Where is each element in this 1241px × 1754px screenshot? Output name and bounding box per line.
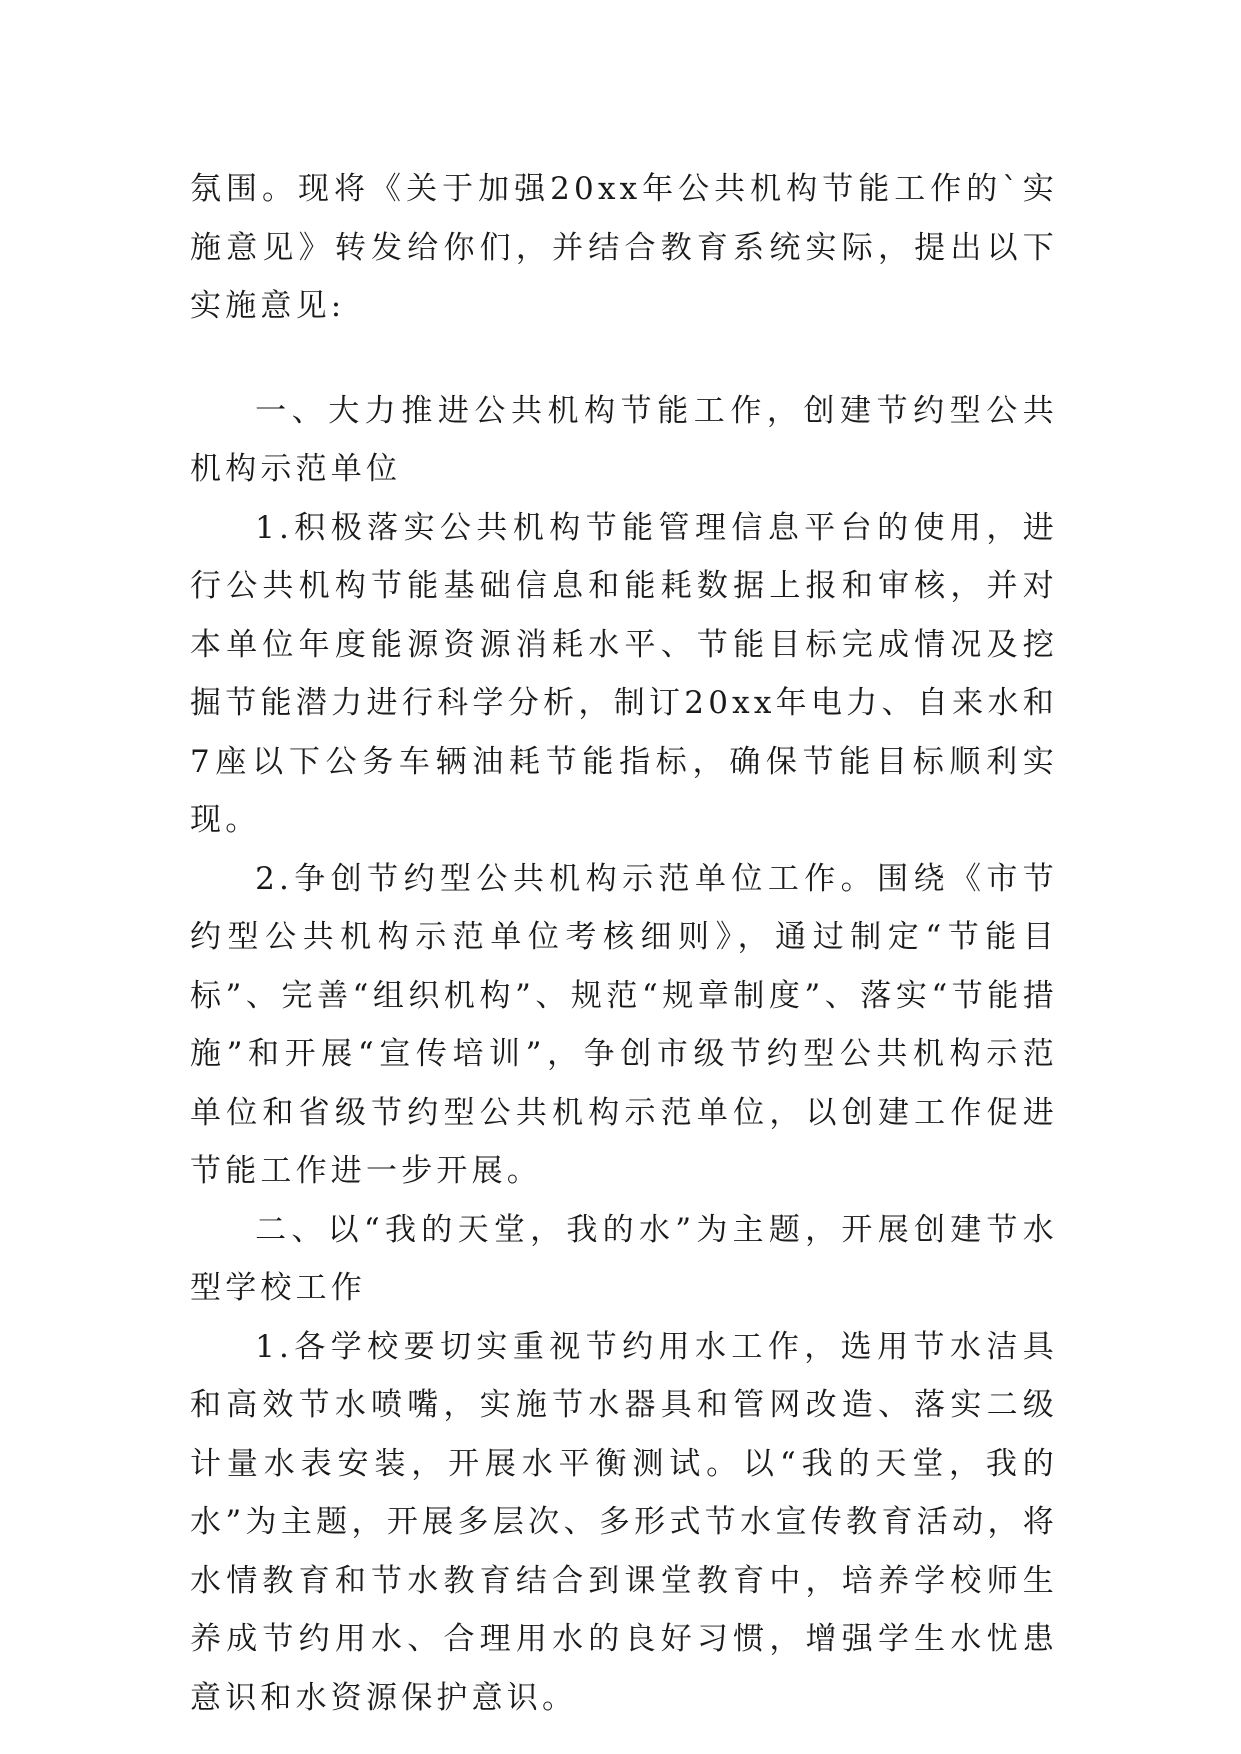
section-2-heading: 二、以“我的天堂，我的水”为主题，开展创建节水型学校工作 — [190, 1211, 1058, 1306]
section-1-item-2: 2.争创节约型公共机构示范单位工作。围绕《市节约型公共机构示范单位考核细则》，通过制定“节能目标”、完善“组织机构”、规范“规章制度”、落实“节能措施”和开展“宣传培训”，争创市级节约型公共机构示范单位和省级节约型公共机构示范单位，以创建工作促进节能工作进一步开展。 — [190, 860, 1058, 1189]
paragraph-gap — [190, 336, 1058, 382]
document-body — [190, 160, 1058, 1727]
intro-paragraph: 氛围。现将《关于加强20xx年公共机构节能工作的`实施意见》转发给你们，并结合教育系统实际，提出以下实施意见: — [190, 171, 1058, 324]
section-2-item-1: 1.各学校要切实重视节约用水工作，选用节水洁具和高效节水喷嘴，实施节水器具和管网改造、落实二级计量水表安装，开展水平衡测试。以“我的天堂，我的水”为主题，开展多层次、多形式节水宣传教育活动，将水情教育和节水教育结合到课堂教育中，培养学校师生养成节约用水、合理用水的良好习惯，增强学生水忧患意识和水资源保护意识。 — [190, 1328, 1058, 1716]
section-1-item-1: 1.积极落实公共机构节能管理信息平台的使用，进行公共机构节能基础信息和能耗数据上报和审核，并对本单位年度能源资源消耗水平、节能目标完成情况及挖掘节能潜力进行科学分析，制订20xx年电力、自来水和7座以下公务车辆油耗节能指标，确保节能目标顺利实现。 — [190, 509, 1058, 838]
section-1-heading: 一、大力推进公共机构节能工作，创建节约型公共机构示范单位 — [190, 392, 1058, 487]
